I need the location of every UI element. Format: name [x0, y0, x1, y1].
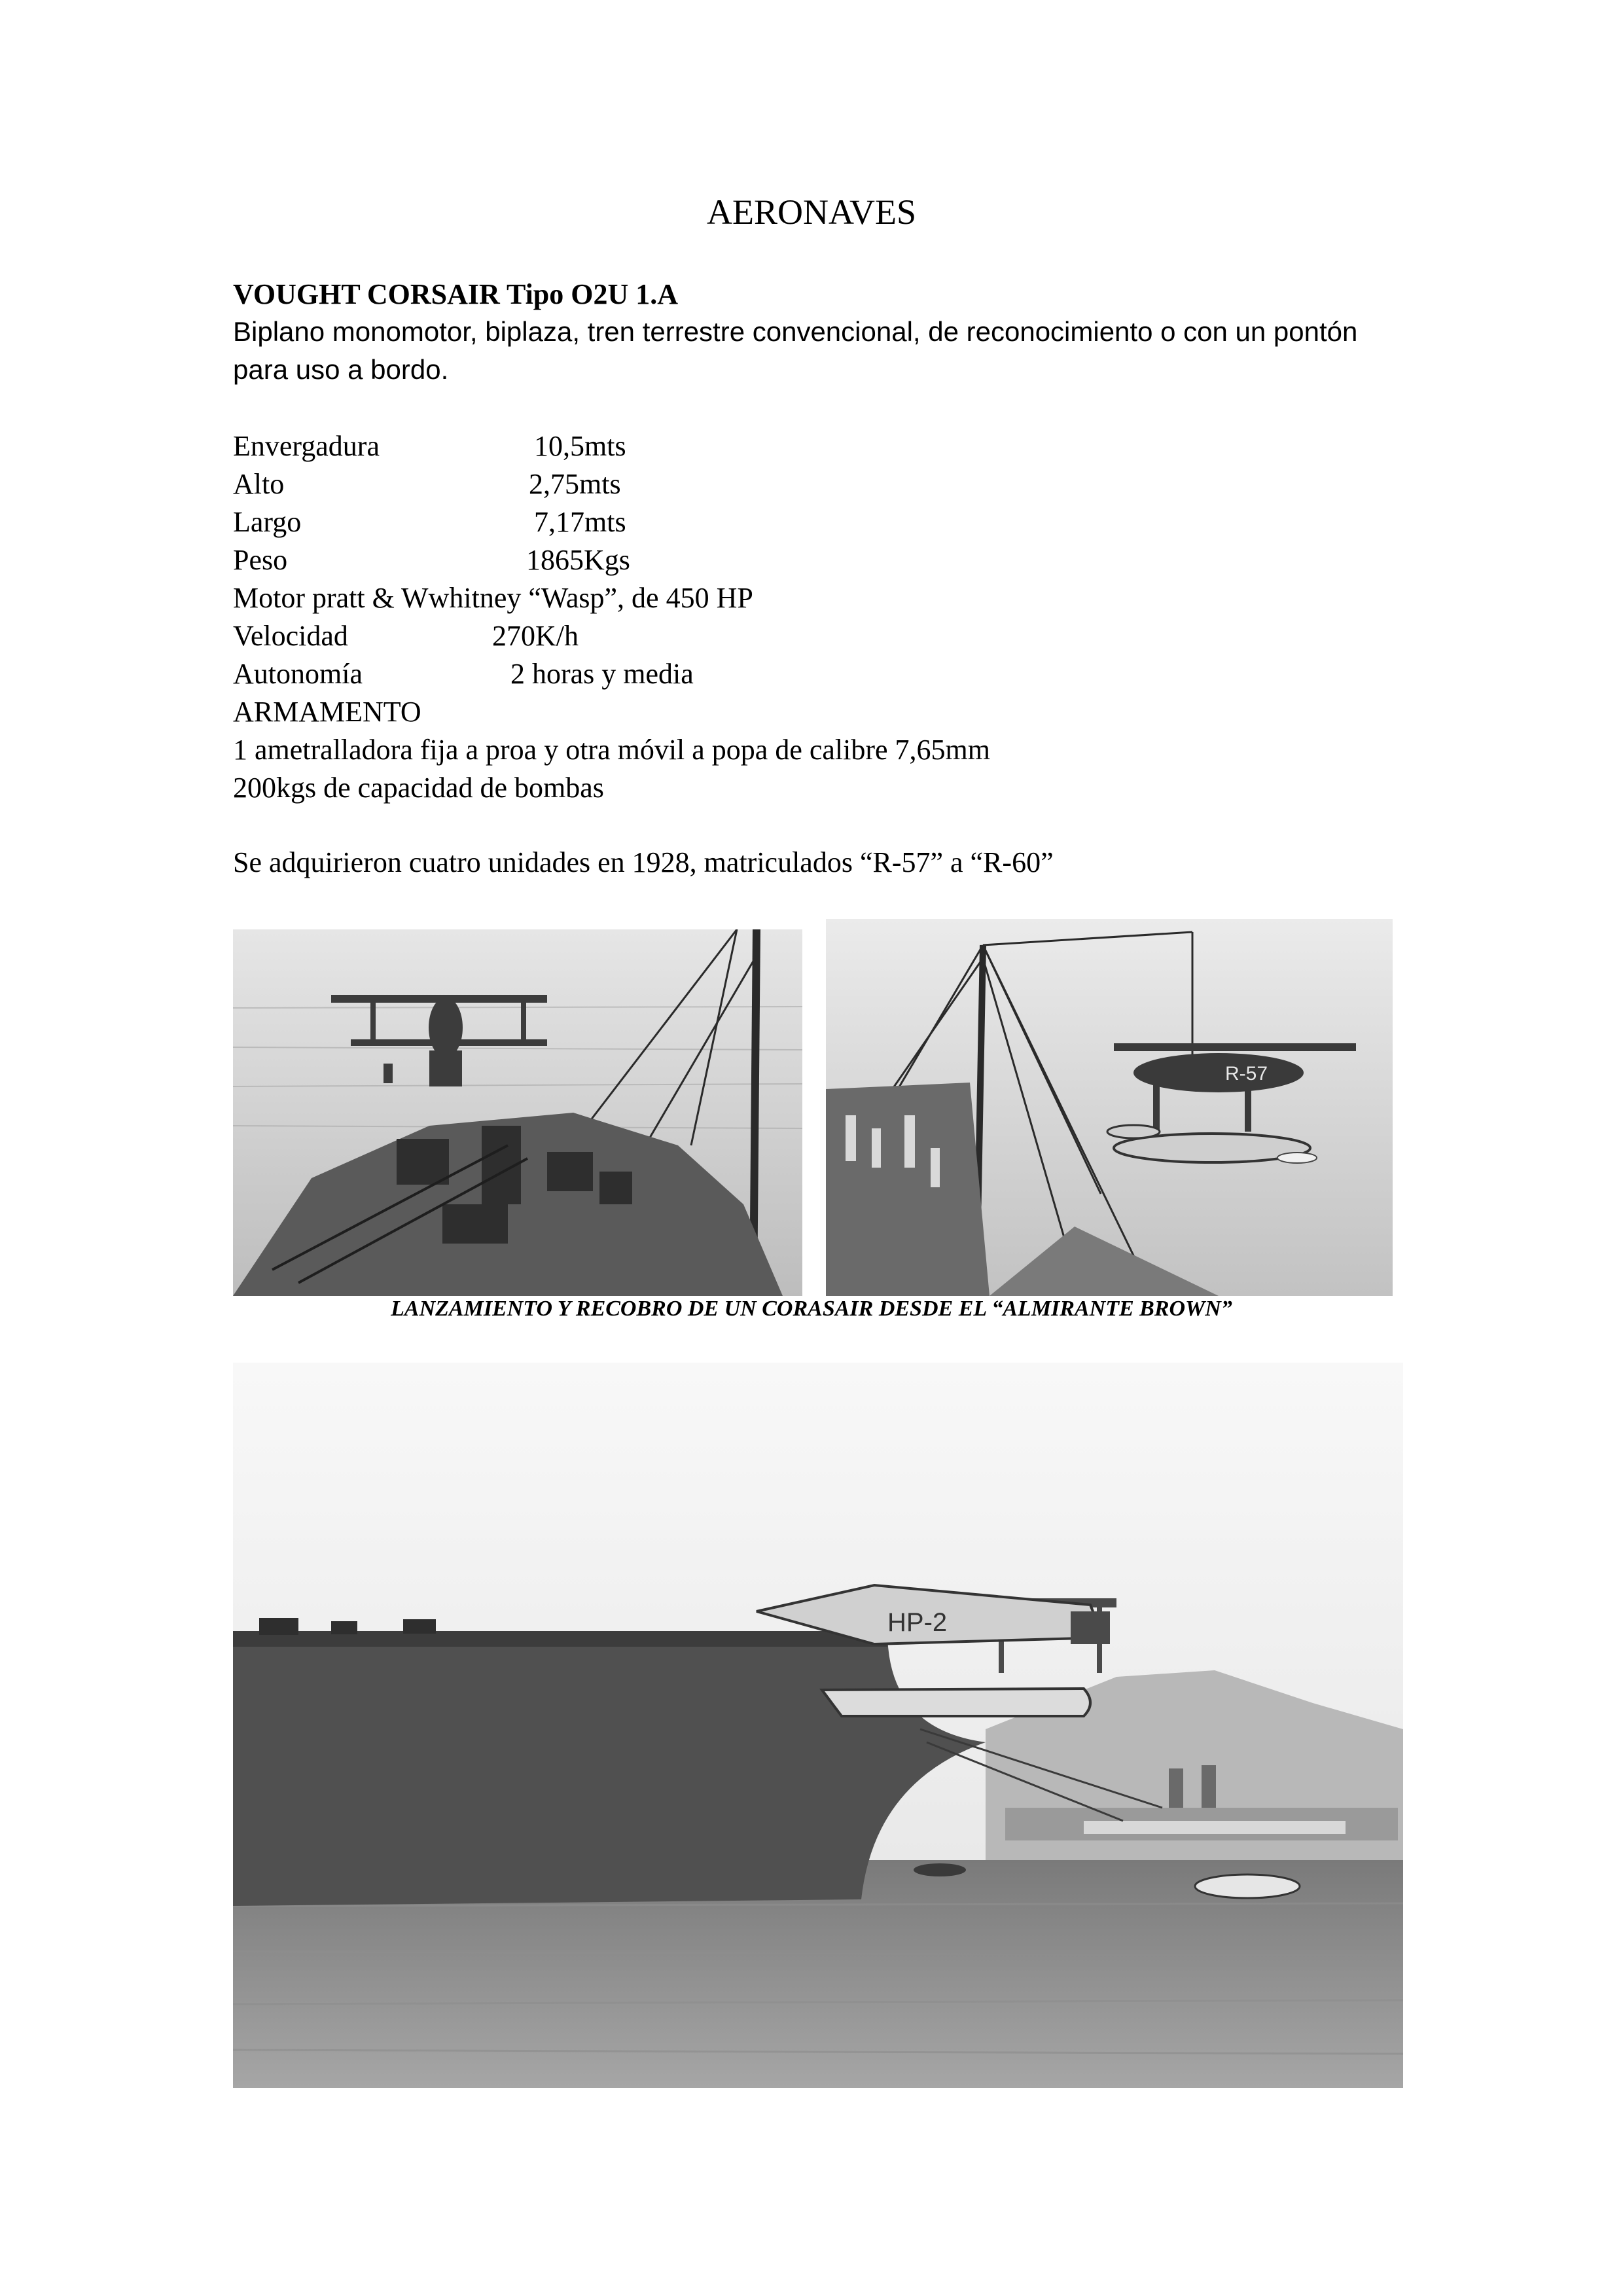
acquisition-note: Se adquirieron cuatro unidades en 1928, matriculados “R-57” a “R-60”	[233, 846, 1054, 878]
aircraft-name: VOUGHT CORSAIR Tipo O2U 1.A	[233, 278, 679, 310]
photo-recovery	[826, 919, 1393, 1296]
photo-caption: LANZAMIENTO Y RECOBRO DE UN CORASAIR DESDE EL “ALMIRANTE BROWN”	[391, 1297, 1232, 1321]
spec-row-speed	[233, 618, 579, 655]
aircraft-description: Biplano monomotor, biplaza, tren terrestre convencional, de reconocimiento o con un pontón para uso a bordo.	[233, 316, 1358, 385]
registration-label: R-57	[1225, 1063, 1268, 1085]
photo-harbor	[233, 1363, 1403, 2088]
spec-value: 10,5mts	[534, 430, 626, 462]
armament-item: 200kgs de capacidad de bombas	[233, 772, 604, 804]
engine-line: Motor pratt & Wwhitney “Wasp”, de 450 HP	[233, 582, 753, 614]
armament-item: 1 ametralladora fija a proa y otra móvil a popa de calibre 7,65mm	[233, 734, 990, 766]
spec-label: Alto	[233, 468, 285, 500]
spec-row-range	[233, 656, 694, 692]
spec-label: Largo	[233, 506, 302, 538]
spec-value: 1865Kgs	[526, 544, 630, 576]
photo-launch-image	[233, 929, 802, 1296]
spec-value: 2,75mts	[529, 468, 621, 500]
photo-harbor-image	[233, 1363, 1403, 2088]
spec-row-length	[233, 504, 626, 541]
spec-value: 270K/h	[492, 620, 579, 652]
spec-label: Autonomía	[233, 658, 363, 690]
spec-row-wingspan	[233, 428, 626, 465]
spec-label: Peso	[233, 544, 288, 576]
spec-label: Velocidad	[233, 620, 348, 652]
photo-launch	[233, 929, 802, 1296]
spec-row-height	[233, 466, 621, 503]
spec-row-weight	[233, 542, 630, 579]
photo-recovery-image	[826, 919, 1393, 1296]
spec-value: 7,17mts	[534, 506, 626, 538]
spec-value: 2 horas y media	[510, 658, 694, 690]
page-title: AERONAVES	[706, 192, 917, 232]
registration-label: HP-2	[887, 1608, 948, 1637]
spec-label: Envergadura	[233, 430, 380, 462]
armament-heading: ARMAMENTO	[233, 696, 421, 728]
